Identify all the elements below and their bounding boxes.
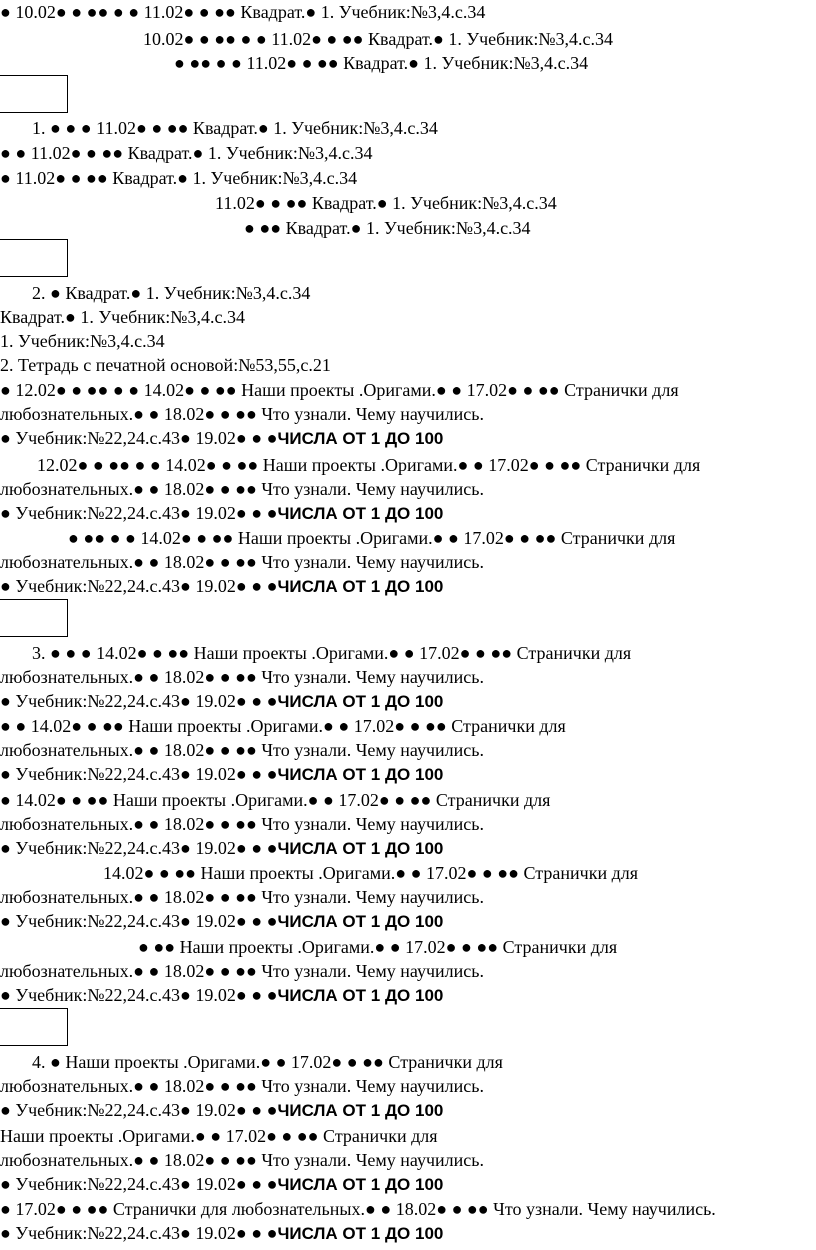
list-item: 1. ● ● ● 11.02● ● ●● Квадрат.● 1. Учебник:№3,4.с.34 <box>32 118 438 138</box>
empty-cell-box <box>0 599 68 637</box>
text-segment: ● Учебник:№22,24.с.43● 19.02● ● ● <box>0 576 278 596</box>
text-line: 11.02● ● ●● Квадрат.● 1. Учебник:№3,4.с.34 <box>215 193 557 213</box>
text-line <box>0 1223 443 1244</box>
list-item: 4. ● Наши проекты .Оригами.● ● 17.02● ● ●● Странички для <box>32 1052 503 1072</box>
section-heading: ЧИСЛА ОТ 1 ДО 100 <box>277 577 444 596</box>
empty-cell-box <box>0 75 68 113</box>
text-segment: ● Учебник:№22,24.с.43● 19.02● ● ● <box>0 691 278 711</box>
text-line: ● ●● Квадрат.● 1. Учебник:№3,4.с.34 <box>244 218 531 238</box>
text-line: 14.02● ● ●● Наши проекты .Оригами.● ● 17.02● ● ●● Странички для <box>103 863 638 883</box>
section-heading: ЧИСЛА ОТ 1 ДО 100 <box>277 504 444 523</box>
text-line: ● ● 11.02● ● ●● Квадрат.● 1. Учебник:№3,4.с.34 <box>0 143 373 163</box>
text-line: любознательных.● ● 18.02● ● ●● Что узнали. Чему научились. <box>0 887 484 907</box>
text-segment: ● Учебник:№22,24.с.43● 19.02● ● ● <box>0 1100 278 1120</box>
section-heading: ЧИСЛА ОТ 1 ДО 100 <box>277 692 444 711</box>
text-segment: ● Учебник:№22,24.с.43● 19.02● ● ● <box>0 911 278 931</box>
empty-cell-box <box>0 1008 68 1046</box>
text-line: ● 14.02● ● ●● Наши проекты .Оригами.● ● 17.02● ● ●● Странички для <box>0 790 551 810</box>
text-line: любознательных.● ● 18.02● ● ●● Что узнали. Чему научились. <box>0 1076 484 1096</box>
text-line <box>0 911 443 932</box>
text-line: ● ●● ● ● 14.02● ● ●● Наши проекты .Оригами.● ● 17.02● ● ●● Странички для <box>68 528 676 548</box>
text-line: любознательных.● ● 18.02● ● ●● Что узнали. Чему научились. <box>0 740 484 760</box>
section-heading: ЧИСЛА ОТ 1 ДО 100 <box>277 1175 444 1194</box>
text-line: любознательных.● ● 18.02● ● ●● Что узнали. Чему научились. <box>0 404 484 424</box>
text-segment: ● Учебник:№22,24.с.43● 19.02● ● ● <box>0 764 278 784</box>
text-line: 10.02● ● ●● ● ● 11.02● ● ●● Квадрат.● 1. Учебник:№3,4.с.34 <box>143 29 613 49</box>
section-heading: ЧИСЛА ОТ 1 ДО 100 <box>277 1224 444 1243</box>
text-line: Квадрат.● 1. Учебник:№3,4.с.34 <box>0 307 245 327</box>
text-line: ● 11.02● ● ●● Квадрат.● 1. Учебник:№3,4.с.34 <box>0 168 358 188</box>
text-line <box>0 428 443 449</box>
text-line <box>0 985 443 1006</box>
text-line: ● ●● ● ● 11.02● ● ●● Квадрат.● 1. Учебник:№3,4.с.34 <box>174 53 589 73</box>
text-line: ● ●● Наши проекты .Оригами.● ● 17.02● ● ●● Странички для <box>138 937 618 957</box>
text-segment: ● Учебник:№22,24.с.43● 19.02● ● ● <box>0 985 278 1005</box>
section-heading: ЧИСЛА ОТ 1 ДО 100 <box>277 429 444 448</box>
section-heading: ЧИСЛА ОТ 1 ДО 100 <box>277 912 444 931</box>
section-heading: ЧИСЛА ОТ 1 ДО 100 <box>277 1101 444 1120</box>
text-line: ● 10.02● ● ●● ● ● 11.02● ● ●● Квадрат.● 1. Учебник:№3,4.с.34 <box>0 2 486 22</box>
text-line <box>0 838 443 859</box>
text-line: Наши проекты .Оригами.● ● 17.02● ● ●● Странички для <box>0 1126 438 1146</box>
section-heading: ЧИСЛА ОТ 1 ДО 100 <box>277 765 444 784</box>
text-line: ● ● 14.02● ● ●● Наши проекты .Оригами.● ● 17.02● ● ●● Странички для <box>0 716 566 736</box>
text-segment: ● Учебник:№22,24.с.43● 19.02● ● ● <box>0 1223 278 1243</box>
text-line: любознательных.● ● 18.02● ● ●● Что узнали. Чему научились. <box>0 1150 484 1170</box>
text-line <box>0 503 443 524</box>
text-line <box>0 764 443 785</box>
text-line: любознательных.● ● 18.02● ● ●● Что узнали. Чему научились. <box>0 814 484 834</box>
text-line <box>0 1174 443 1195</box>
text-line: любознательных.● ● 18.02● ● ●● Что узнали. Чему научились. <box>0 961 484 981</box>
text-line: 1. Учебник:№3,4.с.34 <box>0 331 165 351</box>
section-heading: ЧИСЛА ОТ 1 ДО 100 <box>277 839 444 858</box>
section-heading: ЧИСЛА ОТ 1 ДО 100 <box>277 986 444 1005</box>
text-segment: ● Учебник:№22,24.с.43● 19.02● ● ● <box>0 428 278 448</box>
text-line <box>0 1100 443 1121</box>
text-line: любознательных.● ● 18.02● ● ●● Что узнали. Чему научились. <box>0 479 484 499</box>
list-item: 3. ● ● ● 14.02● ● ●● Наши проекты .Оригами.● ● 17.02● ● ●● Странички для <box>32 643 632 663</box>
empty-cell-box <box>0 239 68 277</box>
list-item: 2. ● Квадрат.● 1. Учебник:№3,4.с.34 <box>32 283 311 303</box>
text-line: 2. Тетрадь с печатной основой:№53,55,с.21 <box>0 355 331 375</box>
text-line: ● 12.02● ● ●● ● ● 14.02● ● ●● Наши проекты .Оригами.● ● 17.02● ● ●● Странички для <box>0 380 679 400</box>
text-line: ● 17.02● ● ●● Странички для любознательных.● ● 18.02● ● ●● Что узнали. Чему научились. <box>0 1199 716 1219</box>
text-line: любознательных.● ● 18.02● ● ●● Что узнали. Чему научились. <box>0 667 484 687</box>
text-line: любознательных.● ● 18.02● ● ●● Что узнали. Чему научились. <box>0 552 484 572</box>
text-segment: ● Учебник:№22,24.с.43● 19.02● ● ● <box>0 838 278 858</box>
text-segment: ● Учебник:№22,24.с.43● 19.02● ● ● <box>0 1174 278 1194</box>
text-line <box>0 691 443 712</box>
text-segment: ● Учебник:№22,24.с.43● 19.02● ● ● <box>0 503 278 523</box>
text-line <box>0 576 443 597</box>
text-line: 12.02● ● ●● ● ● 14.02● ● ●● Наши проекты .Оригами.● ● 17.02● ● ●● Странички для <box>37 455 701 475</box>
